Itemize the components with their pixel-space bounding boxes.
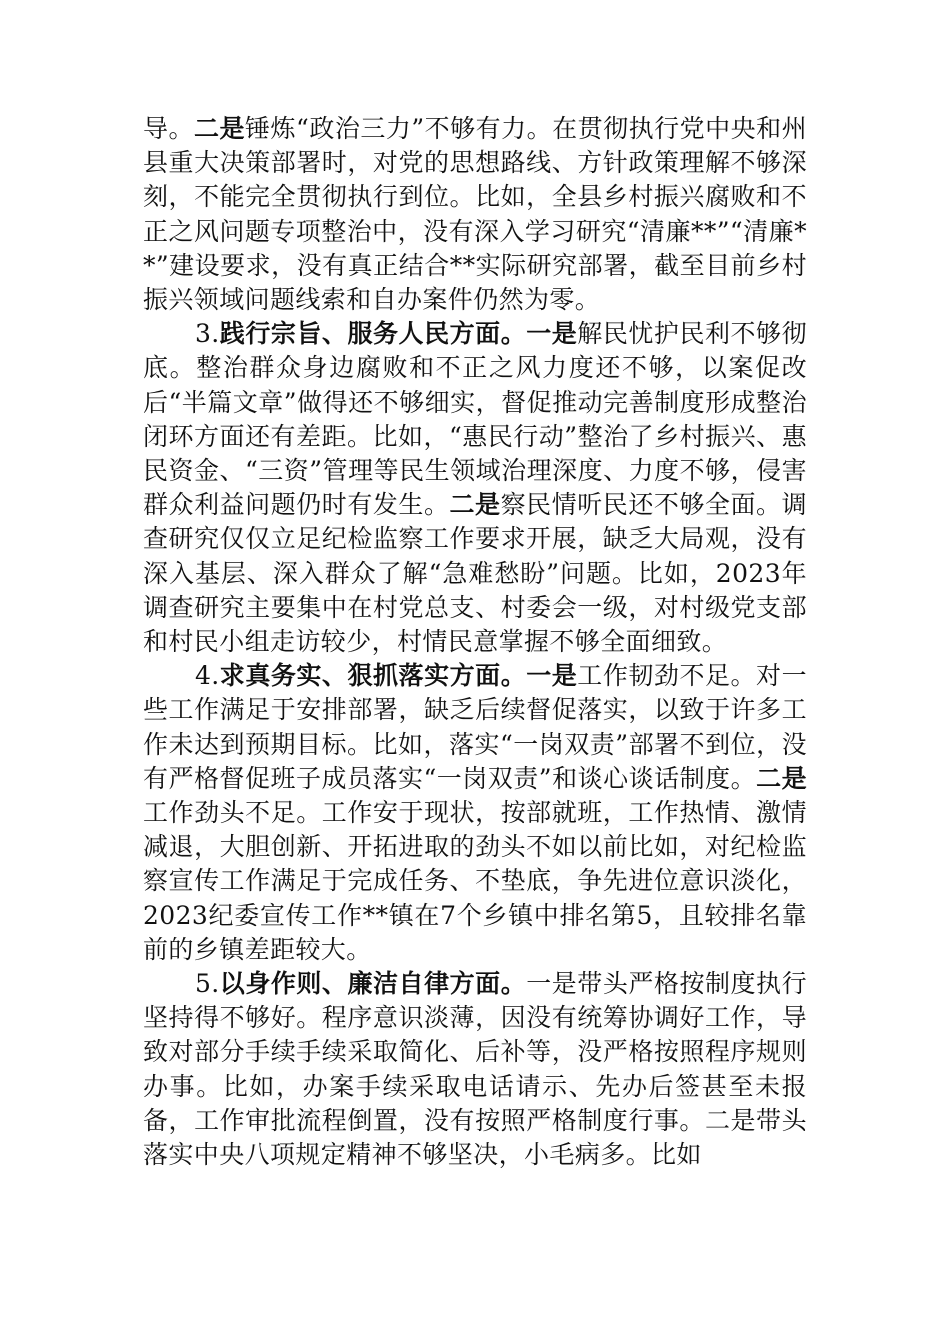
section-number: 4.: [195, 661, 220, 691]
section-number: 3.: [195, 319, 220, 349]
text-run: 解民忧护民利不够彻底。整治群众身边腐败和不正之风力度还不够，以案促改后“半篇文章”做得还不够细实，督促推动完善制度形成整治闭环方面还有差距。比如，“惠民行动”整治了乡村振兴、惠民资金、“三资”管理等民生领域治理深度、力度不够，侵害群众利益问题仍时有发生。: [143, 319, 807, 520]
text-run: 导。: [143, 114, 195, 143]
section-heading: 以身作则、廉洁自律方面。: [219, 969, 527, 999]
paragraph-section-5: [143, 967, 807, 1172]
paragraph-continuation: [143, 112, 807, 317]
text-run: 一是带头严格按制度执行坚持得不够好。程序意识淡薄，因没有统筹协调好工作，导致对部分手续手续采取简化、后补等，没严格按照程序规则办事。比如，办案手续采取电话请示、先办后签甚至未报备，工作审批流程倒置，没有按照严格制度行事。二是带头落实中央八项规定精神不够坚决，小毛病多。比如: [143, 969, 807, 1170]
bold-run: 二是: [449, 490, 501, 520]
section-heading: 践行宗旨、服务人民方面。一是: [219, 319, 578, 349]
paragraph-section-4: [143, 659, 807, 967]
text-run: 工作劲头不足。工作安于现状，按部就班，工作热情、激情减退，大胆创新、开拓进取的劲头不如以前比如，对纪检监察宣传工作满足于完成任务、不垫底，争先进位意识淡化，2023纪委宣传工作**镇在7个乡镇中排名第5，且较排名靠前的乡镇差距较大。: [143, 798, 807, 964]
bold-run: 二是: [756, 763, 807, 793]
section-heading: 求真务实、狠抓落实方面。一是: [219, 661, 578, 691]
text-run: 工作韧劲不足。对一些工作满足于安排部署，缺乏后续督促落实，以致于许多工作未达到预期目标。比如，落实“一岗双责”部署不到位，没有严格督促班子成员落实“一岗双责”和谈心谈话制度。: [143, 661, 807, 793]
section-number: 5.: [195, 969, 220, 999]
text-run: 锤炼“政治三力”不够有力。在贯彻执行党中央和州县重大决策部署时，对党的思想路线、方针政策理解不够深刻，不能完全贯彻执行到位。比如，全县乡村振兴腐败和不正之风问题专项整治中，没有深入学习研究“清廉**”“清廉**”建设要求，没有真正结合**实际研究部署，截至目前乡村振兴领域问题线索和自办案件仍然为零。: [143, 114, 808, 315]
text-run: 察民情听民还不够全面。调查研究仅仅立足纪检监察工作要求开展，缺乏大局观，没有深入基层、深入群众了解“急难愁盼”问题。比如，2023年调查研究主要集中在村党总支、村委会一级，对村级党支部和村民小组走访较少，村情民意掌握不够全面细致。: [143, 490, 807, 657]
bold-run: 二是: [194, 114, 246, 143]
paragraph-section-3: [143, 317, 807, 659]
